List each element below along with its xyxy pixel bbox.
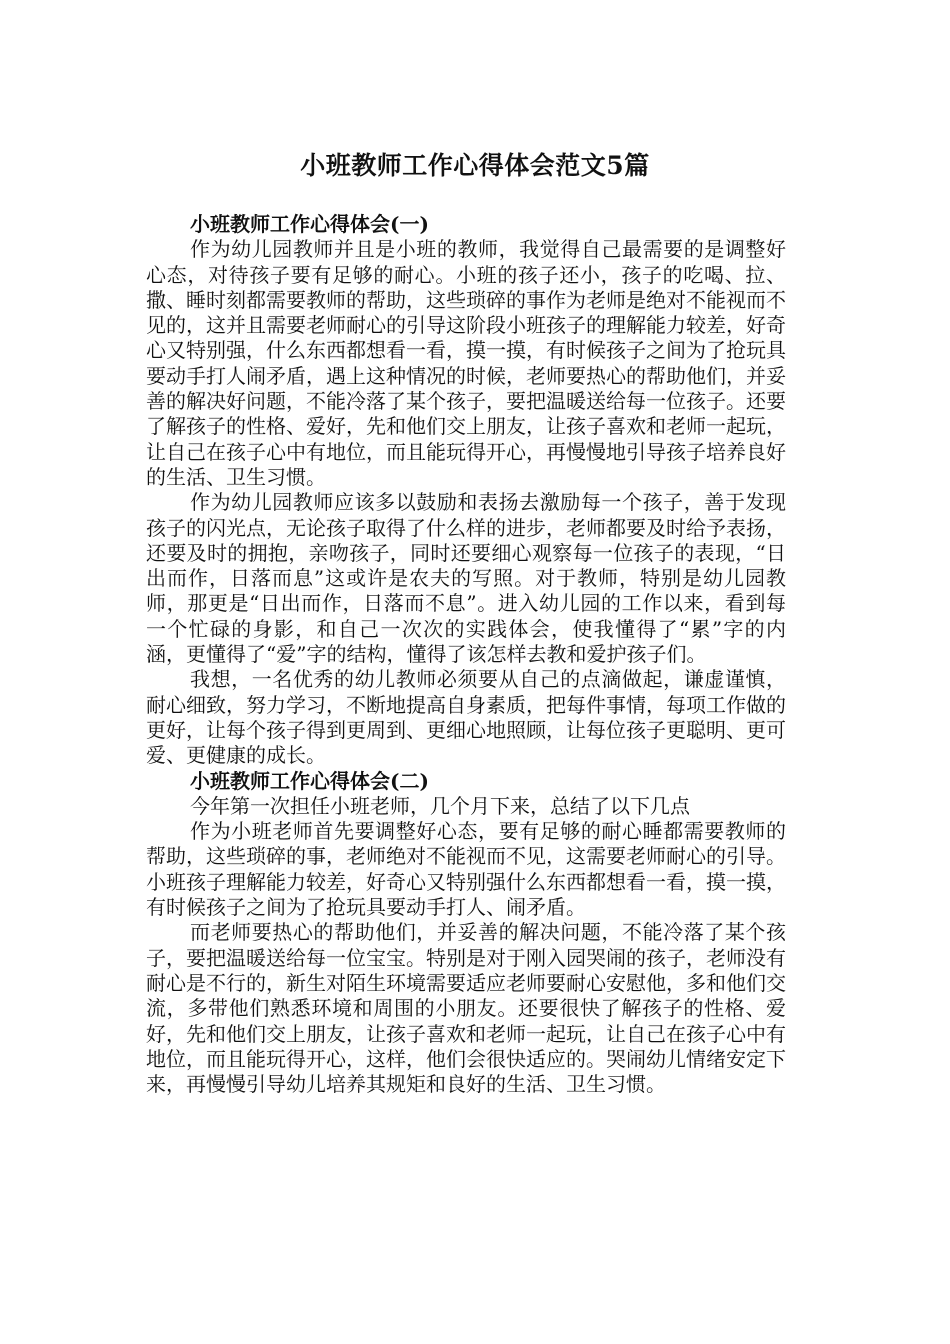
section-2 [146,769,786,1098]
paragraph: 今年第一次担任小班老师，几个月下来，总结了以下几点 [190,793,690,818]
paragraph: 而老师要热心的帮助他们，并妥善的解决问题，不能冷落了某个孩子，要把温暖送给每一位宝宝。特别是对于刚入园哭闹的孩子，老师没有耐心是不行的，新生对陌生环境需要适应老师要耐心安慰他，多和他们交流，多带他们熟悉环境和周围的小朋友。还要很快了解孩子的性格、爱好，先和他们交上朋友，让孩子喜欢和老师一起玩，让自己在孩子心中有地位，而且能玩得开心，这样，他们会很快适应的。哭闹幼儿情绪安定下来，再慢慢引导幼儿培养其规矩和良好的生活、卫生习惯。 [146,920,786,1097]
document-title: 小班教师工作心得体会范文5篇 [300,151,650,180]
section-heading: 小班教师工作心得体会(二) [190,768,429,793]
paragraph: 作为幼儿园教师并且是小班的教师，我觉得自己最需要的是调整好心态，对待孩子要有足够的耐心。小班的孩子还小，孩子的吃喝、拉、撒、睡时刻都需要教师的帮助，这些琐碎的事作为老师是绝对不能视而不见的，这并且需要老师耐心的引导这阶段小班孩子的理解能力较差，好奇心又特别强，什么东西都想看一看，摸一摸，有时候孩子之间为了抢玩具要动手打人闹矛盾，遇上这种情况的时候，老师要热心的帮助他们，并妥善的解决好问题，不能冷落了某个孩子，要把温暖送给每一位孩子。还要了解孩子的性格、爱好，先和他们交上朋友，让孩子喜欢和老师一起玩，让自己在孩子心中有地位，而且能玩得开心，再慢慢地引导孩子培养良好的生活、卫生习惯。 [146,237,786,489]
document-body [146,212,786,1097]
paragraph: 作为小班老师首先要调整好心态，要有足够的耐心睡都需要教师的帮助，这些琐碎的事，老师绝对不能视而不见，这需要老师耐心的引导。小班孩子理解能力较差，好奇心又特别强什么东西都想看一看，摸一摸，有时候孩子之间为了抢玩具要动手打人、闹矛盾。 [146,819,786,920]
section-1 [146,212,786,769]
paragraph: 作为幼儿园教师应该多以鼓励和表扬去激励每一个孩子，善于发现孩子的闪光点，无论孩子取得了什么样的进步，老师都要及时给予表扬，还要及时的拥抱，亲吻孩子，同时还要细心观察每一位孩子的表现，“日出而作，日落而息”这或许是农夫的写照。对于教师，特别是幼儿园教师，那更是“日出而作，日落而不息”。进入幼儿园的工作以来，看到每一个忙碌的身影，和自己一次次的实践体会，使我懂得了“累”字的内涵，更懂得了“爱”字的结构，懂得了该怎样去教和爱护孩子们。 [146,490,786,667]
paragraph: 我想，一名优秀的幼儿教师必须要从自己的点滴做起，谦虚谨慎，耐心细致，努力学习，不断地提高自身素质，把每件事情，每项工作做的更好，让每个孩子得到更周到、更细心地照顾，让每位孩子更聪明、更可爱、更健康的成长。 [146,667,786,768]
section-heading: 小班教师工作心得体会(一) [190,212,429,236]
